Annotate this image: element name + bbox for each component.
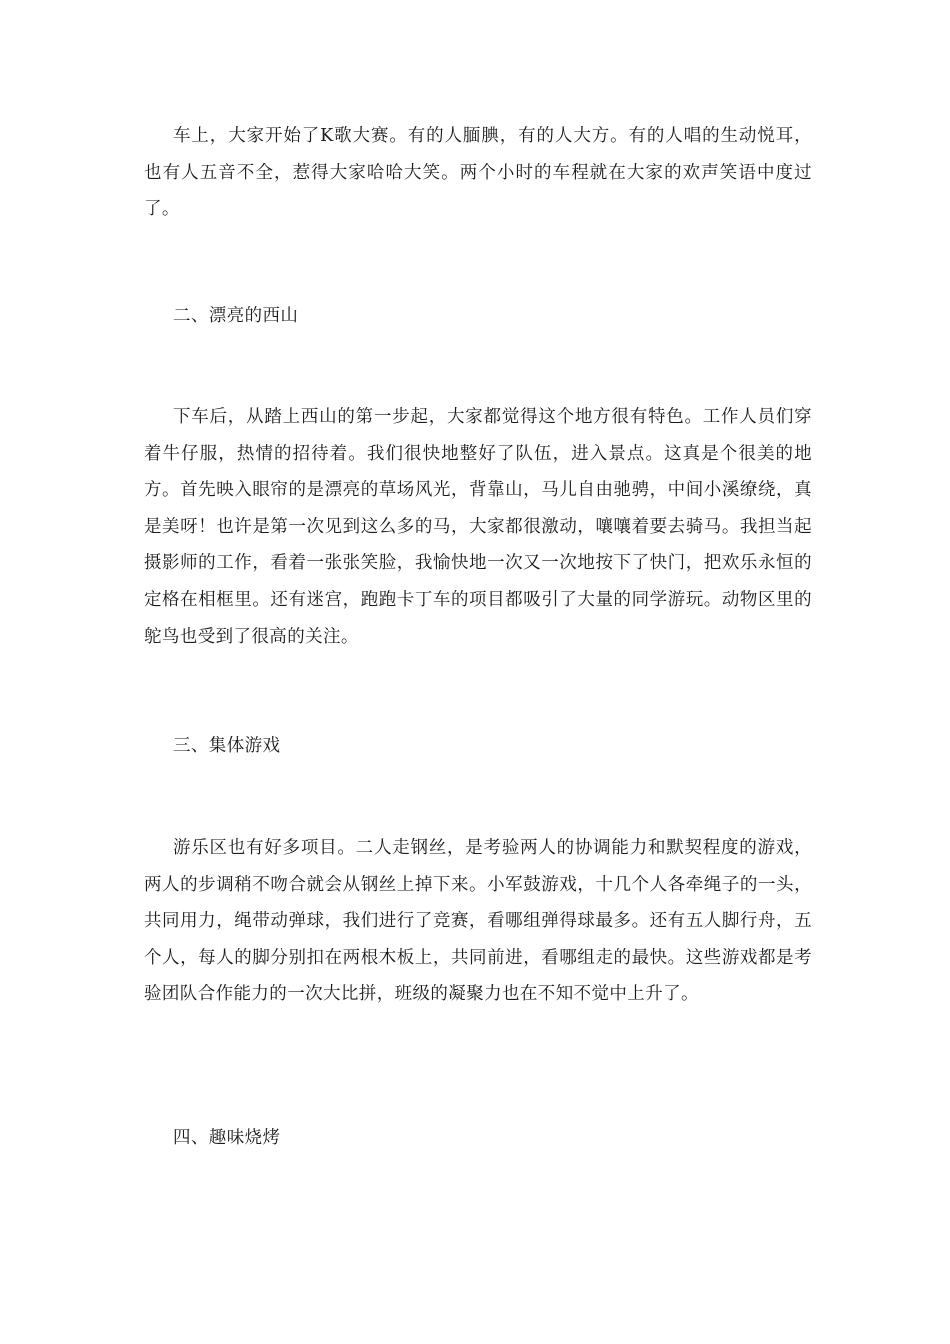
paragraph-group-games: 游乐区也有好多项目。二人走钢丝，是考验两人的协调能力和默契程度的游戏，两人的步调稍不吻合就会从钢丝上掉下来。小军鼓游戏，十几个人各牵绳子的一头，共同用力，绳带动弹球，我们进行了竞赛，看哪组弹得球最多。还有五人脚行舟，五个人，每人的脚分别扣在两根木板上，共同前进，看哪组走的最快。这些游戏都是考 验团队合作能力的一次大比拼，班级的凝聚力也在不知不觉中上升了。 [144,838,812,1005]
section-heading-barbecue: 四、趣味烧烤 [173,1128,281,1148]
paragraph-xishan: 下车后，从踏上西山的第一步起，大家都觉得这个地方很有特色。工作人员们穿着牛仔服，热情的招待着。我们很快地整好了队伍，进入景点。这真是个很美的地方。首先映入眼帘的是漂亮的草场风光，背靠山，马儿自由驰骋，中间小溪缭绕，真是美呀！也许是第一次见到这么多的马，大家都很激动，嚷嚷着要去骑马。我担当起摄影师的工作，看着一张张笑脸，我愉快地一次又一次地按下了快门，把欢乐永恒的定格在相框里。还有迷宫，跑跑卡丁车的项目都吸引了大量的同学游玩。动物区里的鸵鸟也受到了很高的关注。 [144,407,812,647]
section-heading-group-games: 三、集体游戏 [173,736,281,756]
paragraph-bus-karaoke: 车上，大家开始了K歌大赛。有的人腼腆，有的人大方。有的人唱的生动悦耳，也有人五音不全，惹得大家哈哈大笑。两个小时的车程就在大家的欢声笑语中度过了。 [144,126,812,220]
section-heading-xishan: 二、漂亮的西山 [173,306,299,326]
